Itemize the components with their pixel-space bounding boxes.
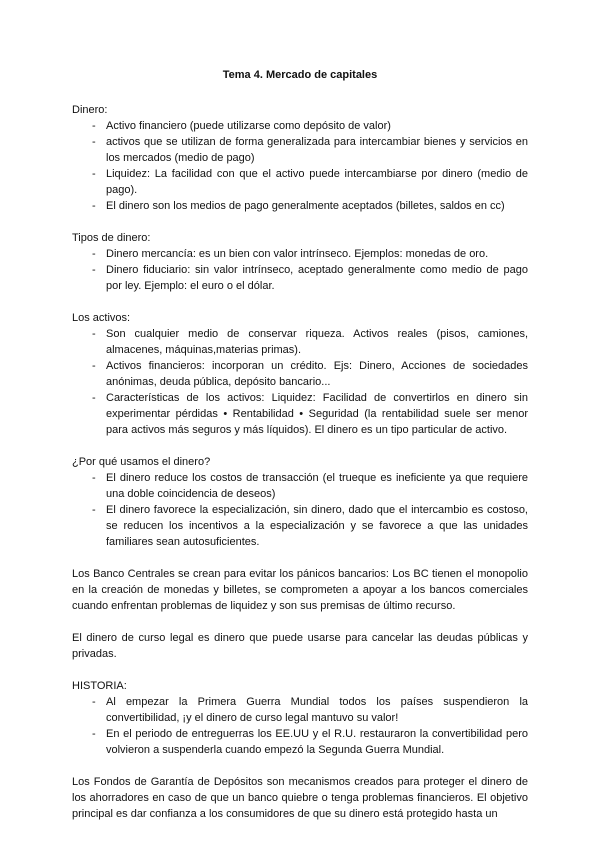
- list-item: - Al empezar la Primera Guerra Mundial todos los países suspendieron la convertibilidad, ¡y el dinero de curso legal mantuvo su valor!: [72, 694, 528, 726]
- list-item: - activos que se utilizan de forma generalizada para intercambiar bienes y servicios en los mercados (medio de pago): [72, 134, 528, 166]
- list-historia: [72, 694, 528, 758]
- list-item: - Dinero mercancía: es un bien con valor intrínseco. Ejemplos: monedas de oro.: [72, 246, 528, 262]
- page-title: Tema 4. Mercado de capitales: [222, 69, 378, 81]
- list-tipos: [72, 246, 528, 294]
- section-heading-dinero: Dinero:: [72, 104, 108, 116]
- section-heading-porque: ¿Por qué usamos el dinero?: [72, 456, 211, 468]
- section-heading-historia: HISTORIA:: [72, 680, 127, 692]
- list-item: - El dinero son los medios de pago generalmente aceptados (billetes, saldos en cc): [72, 198, 528, 214]
- list-item: - El dinero reduce los costos de transacción (el trueque es ineficiente ya que requiere una doble coincidencia de deseos): [72, 470, 528, 502]
- list-item: - Características de los activos: Liquidez: Facilidad de convertirlos en dinero sin experimentar pérdidas • Rentabilidad • Seguridad (la rentabilidad suele ser menor para activos más seguros y más líquidos). El dinero es un tipo particular de activo.: [72, 390, 528, 438]
- list-item: - Activos financieros: incorporan un crédito. Ejs: Dinero, Acciones de sociedades anónimas, deuda pública, depósito bancario...: [72, 358, 528, 390]
- list-item: - Son cualquier medio de conservar riqueza. Activos reales (pisos, camiones, almacenes, máquinas,materias primas).: [72, 326, 528, 358]
- list-item: - Dinero fiduciario: sin valor intrínseco, aceptado generalmente como medio de pago por ley. Ejemplo: el euro o el dólar.: [72, 262, 528, 294]
- list-item: - Liquidez: La facilidad con que el activo puede intercambiarse por dinero (medio de pago).: [72, 166, 528, 198]
- list-item: - En el periodo de entreguerras los EE.UU y el R.U. restauraron la convertibilidad pero volvieron a suspenderla cuando empezó la Segunda Guerra Mundial.: [72, 726, 528, 758]
- section-heading-activos: Los activos:: [72, 312, 131, 324]
- list-item: - El dinero favorece la especialización, sin dinero, dado que el intercambio es costoso, se reducen los incentivos a la especialización y se favorece a que las unidades familiares sean autosuficientes.: [72, 502, 528, 550]
- list-activos: [72, 326, 528, 438]
- list-dinero: [72, 118, 528, 214]
- list-item: - Activo financiero (puede utilizarse como depósito de valor): [72, 118, 528, 134]
- paragraph-banco-centrales: Los Banco Centrales se crean para evitar los pánicos bancarios: Los BC tienen el monopolio en la creación de monedas y billetes, se comprometen a apoyar a los bancos comerciales cuando enfrentan problemas de liquidez y son sus premisas de último recurso.: [72, 568, 528, 612]
- paragraph-fondos-garantia: Los Fondos de Garantía de Depósitos son mecanismos creados para proteger el dinero de los ahorradores en caso de que un banco quiebre o tenga problemas financieros. El objetivo principal es dar confianza a los consumidores de que su dinero está protegido hasta un: [72, 776, 528, 820]
- section-heading-tipos: Tipos de dinero:: [72, 232, 151, 244]
- paragraph-curso-legal: El dinero de curso legal es dinero que puede usarse para cancelar las deudas públicas y privadas.: [72, 632, 528, 660]
- list-porque: [72, 470, 528, 550]
